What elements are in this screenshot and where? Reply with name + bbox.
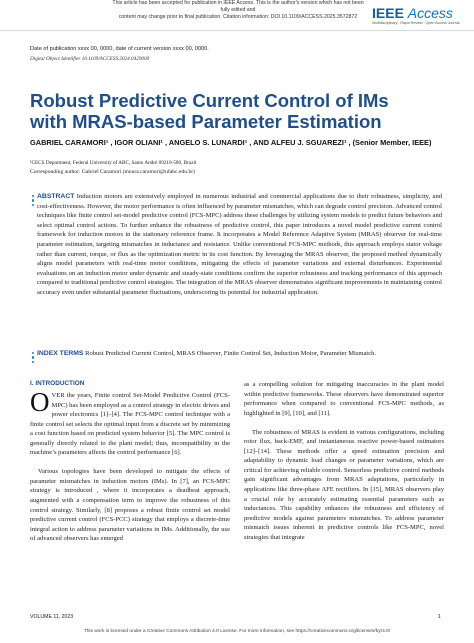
volume-footer: VOLUME 11, 2023 [30,614,74,620]
logo-tagline: Multidisciplinary : Rapid Review : Open Access Journal [372,21,460,25]
paper-title: Robust Predictive Current Control of IMs with MRAS-based Parameter Estimation [30,90,389,132]
notice-line-1: This article has been accepted for publication in IEEE Access. This is the author's version which has not been fully edited and [112,0,364,13]
license-notice: This work is licensed under a Creative Commons Attribution 4.0 License. For more information, see https://creativecommons.org/licenses/by/4.0/ [83,629,391,634]
abstract-section [30,192,444,340]
author-list: GABRIEL CARAMORI¹ , IGOR OLIANI¹ , ANGELO S. LUNARDI¹ , AND ALFEU J. SGUAREZI¹ , (Senior Member, IEEE) [30,138,432,147]
page-number: 1 [438,614,441,620]
doi-line: Digital Object Identifier 10.1109/ACCESS.2024.0429000 [30,56,150,62]
index-terms-body [37,349,442,359]
ieee-access-logo [372,6,468,26]
intro-paragraph-1 [30,387,230,458]
index-dots-icon [30,352,36,365]
intro-paragraph-2: Various topologies have been developed to mitigate the effects of parameter mismatches in induction motors (IMs). In [7], an FCS-MPC strategy is introduced , where it incorporates a deadbeat approach, augmented with a compensation term to improve the robustness of this control strategy. Similarly, [8] proposes a robust finite control set model predictive current control (FCS-PCC) strategy that employs a discrete-time integral action to address parameter variations in IMs. Additionally, the use of advanced observers has emerged [30,468,230,543]
left-column [30,387,230,544]
publication-dates: Date of publication xxxx 00, 0000, date of current version xxxx 00, 0000. [30,46,209,52]
index-terms-text: Robust Predicted Current Control, MRAS Observer, Finite Control Set, Induction Motor, Parameter Mismatch. [85,350,377,357]
intro-paragraph-3: as a compelling solution for mitigating inaccuracies in the plant model within predictive frameworks. These observers have demonstrated superior performance when compared to conventional FCS-MPC methods, as highlighted in [9], [10], and [11]. [244,381,444,417]
intro-paragraph-4: The robustness of MRAS is evident in various configurations, including rotor flux, back-EMF, and instantaneous reactive power-based estimators [12]–[14]. These methods offer a speed estimation precision and adaptability to dynamic load changes or parameter variations, which are critical for achieving reliable control. Sensorless predictive control methods gain significant advantages from MRAS adaptations, particularly in applications like three-phase AFE rectifiers. In [15], MRAS observers play a crucial role by accurately estimating essential parameters such as inductances. This capability enhances the robustness and efficiency of predictive models against parameters mismatches. To address parameter mismatch issues inherent in predictive controls like FCS-MPC, novel strategies that integrate [244,428,444,541]
abstract-text: Induction motors are extensively employed in numerous industrial and commercial applications due to their robustness, simplicity, and cost-effectiveness. However, the motor performance is often influenced by parameter mismatches, which can degrade control precision. Advanced control techniques like finite control set-model predictive control (FCS-MPC) address these challenges by utilizing system models to predict future behaviors and select optimal control actions. To further enhance the robustness of predictive control, this paper introduces a novel model predictive current control framework for induction motors in the stationary reference frame. It incorporates a Model Reference Adaptive System (MRAS) observer for real-time parameter estimation, targeting mismatches in inductance and resistance. Unlike conventional FCS-MPC methods, this approach employs stator voltage rather than current, torque, or flux as the optimization metric in its cost function. By leveraging the MRAS observer, the proposed method dynamically aligns model parameters with real-time motor conditions, mitigating the effects of parameter variations and external disturbances. Experimental evaluations on an induction motor under dynamic and steady-state conditions confirm the superior robustness and tracking performance of this approach compared to traditional predictive control strategies. The integration of the MRAS observer demonstrates significant improvements in maintaining control accuracy even under substantial parameter fluctuations, underscoring its potential for industrial application. [37,193,442,296]
section-heading: I. INTRODUCTION [30,380,85,387]
intro-p1-text: VER the years, Finite control Set-Model Predictive Control (FCS-MPC) has been employed as a control strategy in electric drives and power electronics [1]–[4]. The FCS-MPC control technique with a finite control set selects the optimal input from a discrete set by minimizing a cost function based on predicted system behavior [5]. The MPC control is generally directly related to the plant model; thus, incompatibility in the machine’s parameters affects the control performance [6]. [30,392,230,457]
index-terms-label: INDEX TERMS [37,350,84,357]
notice-line-2: content may change prior to final publication. Citation information: DOI 10.1109/ACCESS.2025.3572872 [118,14,358,20]
accepted-notice [108,0,368,21]
index-terms-section [30,349,444,371]
right-column [244,380,444,542]
abstract-dots-icon [30,195,36,208]
logo-ieee-text: IEEE [372,5,404,21]
corresponding-author: Corresponding author: Gabriel Caramori (moura.caramori@ufabc.edu.br) [30,169,195,175]
logo-access-text: Access [407,5,453,21]
abstract-label: ABSTRACT [37,193,75,200]
abstract-body [37,192,442,298]
affiliation: ¹CECS Department, Federal University of ABC, Santo André 09210-580, Brazil [30,160,197,166]
drop-cap: O [30,387,50,417]
